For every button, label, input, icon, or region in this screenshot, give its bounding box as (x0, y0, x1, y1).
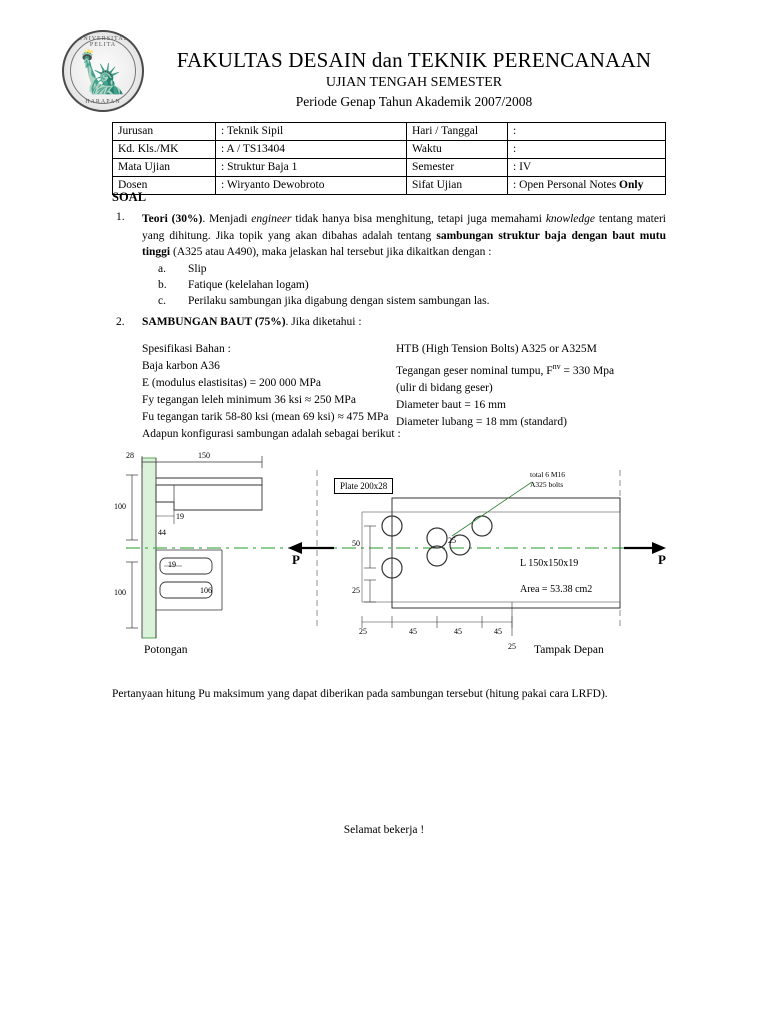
q1-italic-2: knowledge (545, 213, 595, 225)
plate-label: Plate 200x28 (334, 478, 393, 494)
table-row (113, 141, 666, 159)
dim-45-b: 45 (454, 627, 462, 636)
dim-25-bottom-left: 25 (359, 627, 367, 636)
info-value-hari: : (508, 123, 666, 141)
q1-bold-2: sambungan struktur baja dengan baut mutu tinggi (142, 229, 666, 258)
dim-50: 50 (352, 539, 360, 548)
bolts-label-line1: total 6 M16 (530, 470, 565, 479)
faculty-title: FAKULTAS DESAIN dan TEKNIK PERENCANAAN (176, 48, 652, 72)
q1-t3: tentang materi yang dihitung. Jika topik yang akan dibahas adalah tentang (142, 213, 666, 242)
eagle-icon: 🗽 (78, 49, 128, 95)
dim-150: 150 (198, 451, 210, 460)
section-title-soal: SOAL (112, 190, 147, 204)
angle-section-label: L 150x150x19 (520, 558, 579, 569)
shear-post: = 330 Mpa (560, 364, 615, 377)
spec-line-shear (396, 358, 614, 380)
info-key-dosen: Dosen (113, 177, 216, 195)
info-key-semester: Semester (407, 159, 508, 177)
exam-title: UJIAN TENGAH SEMESTER (325, 75, 503, 90)
info-key-mata-ujian: Mata Ujian (113, 159, 216, 177)
force-label-right: P (658, 552, 666, 567)
q1-italic-1: engineer (251, 213, 292, 225)
list-item (158, 261, 658, 277)
spec-line: Diameter baut = 16 mm (396, 398, 506, 411)
question-1-number: 1. (116, 211, 125, 223)
shear-sup: nv (552, 362, 561, 371)
list-item (158, 293, 658, 309)
table-row (113, 123, 666, 141)
exam-info-table (112, 122, 666, 195)
force-label-left: P (292, 552, 300, 567)
spec-line: Spesifikasi Bahan : (142, 343, 231, 355)
spec-line: Fy tegangan leleh minimum 36 ksi ≈ 250 MPa (142, 394, 356, 406)
dim-44: 44 (158, 528, 166, 537)
bolts-label-line2: A325 bolts (530, 480, 564, 489)
q1-t1: . Menjadi (202, 213, 252, 225)
table-row (113, 177, 666, 195)
dim-25-left: 25 (352, 586, 360, 595)
logo-bottom-text: HARAPAN (85, 99, 121, 105)
connection-detail-figure (112, 450, 672, 675)
info-key-sifat-ujian: Sifat Ujian (407, 177, 508, 195)
q2-rest: . Jika diketahui : (285, 316, 362, 328)
q1-t4: (A325 atau A490), maka jelaskan hal tersebut jika dikaitkan dengan : (170, 246, 492, 258)
q2-bold: SAMBUNGAN BAUT (75%) (142, 316, 286, 328)
dim-19-upper: 19 (176, 512, 184, 521)
dim-100-lower: 100 (114, 588, 126, 597)
info-value-dosen: : Wiryanto Dewobroto (216, 177, 407, 195)
exam-period: Periode Genap Tahun Akademik 2007/2008 (295, 94, 533, 109)
dim-28: 28 (126, 451, 134, 460)
spec-line: Baja karbon A36 (142, 360, 220, 372)
dim-106: 106 (200, 586, 212, 595)
spec-line: HTB (High Tension Bolts) A325 or A325M (396, 343, 597, 355)
dim-25-bottom-right: 25 (508, 642, 516, 651)
spec-right-column (396, 341, 614, 431)
info-key-waktu: Waktu (407, 141, 508, 159)
info-value-waktu: : (508, 141, 666, 159)
list-item-text: Perilaku sambungan jika digabung dengan sistem sambungan las. (188, 295, 490, 307)
closing-text: Selamat bekerja ! (343, 824, 425, 836)
spec-line: E (modulus elastisitas) = 200 000 MPa (142, 377, 321, 389)
list-item-label: b. (158, 279, 167, 291)
shear-pre: Tegangan geser nominal tumpu, F (396, 364, 553, 377)
spec-line: Diameter lubang = 18 mm (standard) (396, 415, 567, 428)
spec-line: Fu tegangan tarik 58-80 ksi (mean 69 ksi) ≈ 475 MPa (142, 411, 389, 423)
info-key-kode: Kd. Kls./MK (113, 141, 216, 159)
list-item-label: c. (158, 295, 166, 307)
spec-line: (ulir di bidang geser) (396, 381, 493, 394)
question-1-sublist (158, 261, 658, 309)
sifat-ujian-text: : Open Personal Notes (513, 179, 620, 191)
info-value-jurusan: : Teknik Sipil (216, 123, 407, 141)
q1-t2: tidak hanya bisa menghitung, tetapi juga memahami (291, 213, 546, 225)
figure-caption-right: Tampak Depan (534, 644, 604, 656)
info-value-kode: : A / TS13404 (216, 141, 407, 159)
dim-45-c: 45 (494, 627, 502, 636)
final-question: Pertanyaan hitung Pu maksimum yang dapat diberikan pada sambungan tersebut (hitung pakai cara LRFD). (112, 688, 608, 700)
info-value-semester: : IV (508, 159, 666, 177)
spec-left-column (142, 341, 389, 426)
dim-45-a: 45 (409, 627, 417, 636)
figure-caption-left: Potongan (144, 644, 188, 656)
list-item-label: a. (158, 263, 166, 275)
list-item-text: Slip (188, 263, 207, 275)
logo-top-text: UNIVERSITAS PELITA (78, 36, 128, 48)
question-1-text (142, 211, 666, 261)
angle-area-label: Area = 53.38 cm2 (520, 584, 593, 595)
info-key-hari: Hari / Tanggal (407, 123, 508, 141)
question-2-number: 2. (116, 316, 125, 328)
configuration-intro: Adapun konfigurasi sambungan adalah sebagai berikut : (142, 428, 401, 440)
dim-25-bolt: 25 (448, 536, 456, 545)
table-row (113, 159, 666, 177)
dim-100-upper: 100 (114, 502, 126, 511)
dim-19-lower: 19 (168, 560, 176, 569)
question-2-text (142, 316, 362, 328)
info-value-mata-ujian: : Struktur Baja 1 (216, 159, 407, 177)
q1-bold-1: Teori (30%) (142, 213, 203, 225)
list-item (158, 277, 658, 293)
info-value-sifat-ujian (508, 177, 666, 195)
list-item-text: Fatique (kelelahan logam) (188, 279, 309, 291)
info-key-jurusan: Jurusan (113, 123, 216, 141)
sifat-ujian-emphasis: Only (619, 179, 644, 191)
